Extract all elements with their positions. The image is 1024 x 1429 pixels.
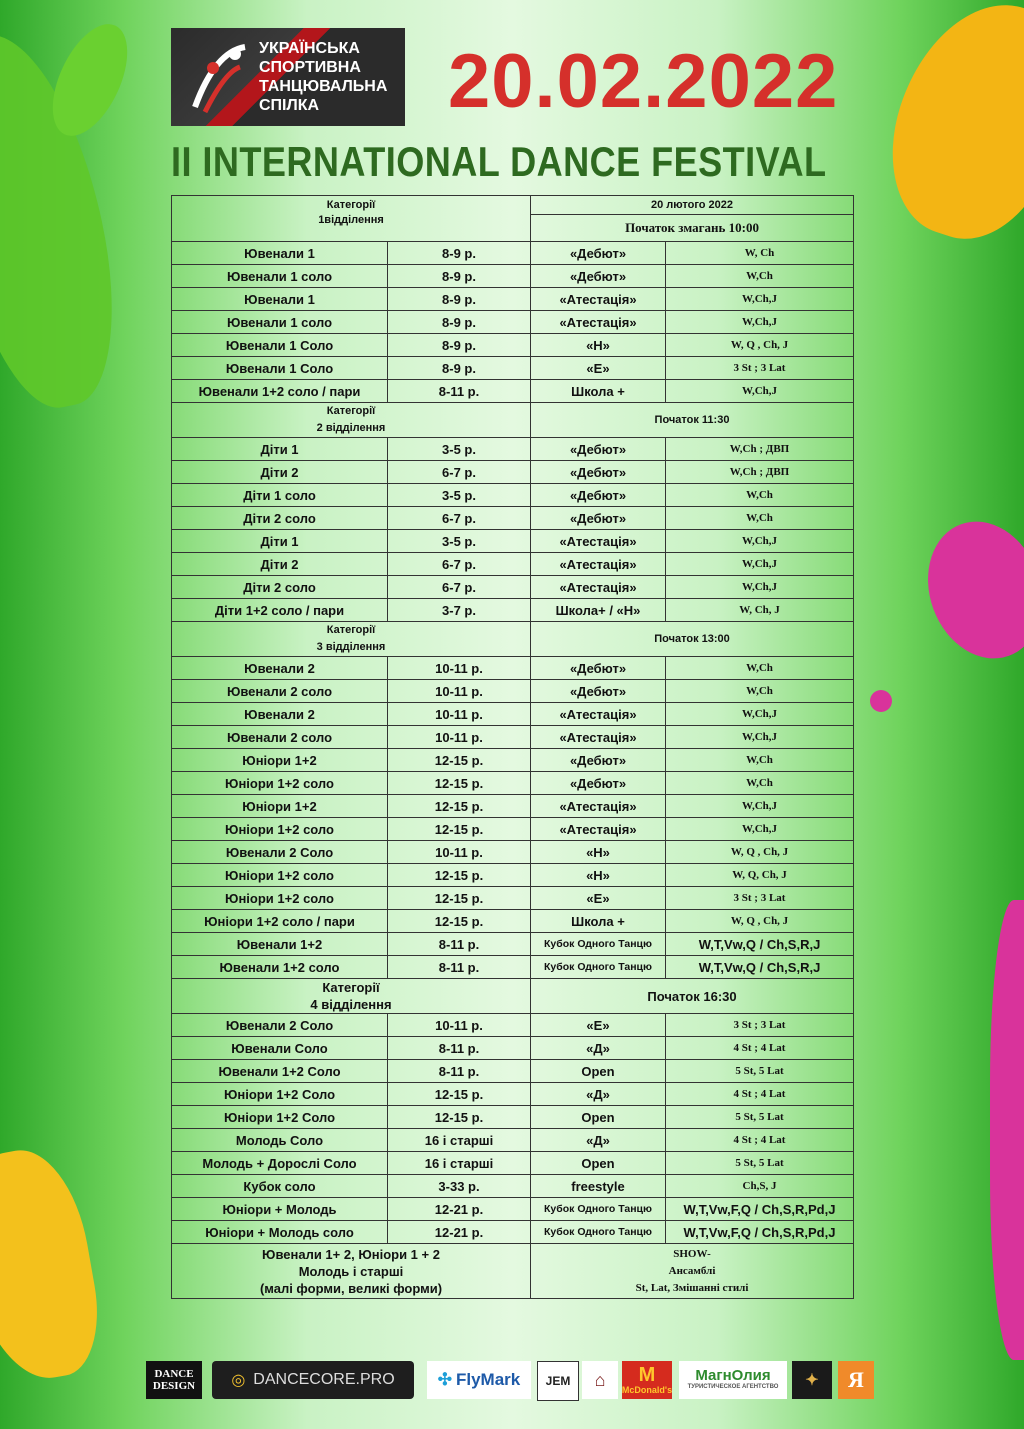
category-cell: Юніори 1+2 [172, 795, 388, 818]
age-cell: 6-7 р. [388, 461, 531, 484]
table-row [172, 841, 854, 864]
table-row [172, 749, 854, 772]
category-cell: Діти 2 соло [172, 507, 388, 530]
category-cell: Молодь Соло [172, 1129, 388, 1152]
section-header-row [172, 622, 854, 657]
age-cell: 8-9 р. [388, 242, 531, 265]
class-cell: «Дебют» [531, 242, 666, 265]
category-cell: Ювенали 1+2 соло / пари [172, 380, 388, 403]
section-categories-header [172, 622, 531, 657]
category-cell: Ювенали 2 Соло [172, 841, 388, 864]
table-row [172, 507, 854, 530]
class-cell: «Дебют» [531, 680, 666, 703]
table-row [172, 1175, 854, 1198]
class-cell: «Д» [531, 1037, 666, 1060]
dances-cell: W,Ch ; ДВП [666, 461, 854, 484]
table-row [172, 910, 854, 933]
start-time: Початок 11:30 [531, 403, 854, 438]
age-cell: 3-5 р. [388, 484, 531, 507]
show-category-line: (малі форми, великі форми) [259, 1280, 443, 1296]
building-logo: ⌂ [582, 1361, 618, 1399]
class-cell: «Дебют» [531, 749, 666, 772]
class-cell: «Е» [531, 357, 666, 380]
pink-paint-splash [909, 505, 1024, 674]
class-cell: Open [531, 1106, 666, 1129]
yellow-paint-splash [867, 0, 1024, 259]
category-cell: Молодь + Дорослі Соло [172, 1152, 388, 1175]
table-row [172, 242, 854, 265]
class-cell: «Н» [531, 841, 666, 864]
class-cell: «Н» [531, 864, 666, 887]
category-cell: Ювенали 1+2 Соло [172, 1060, 388, 1083]
dancecore-logo: ◎ DANCECORE.PRO [212, 1361, 414, 1399]
category-cell: Діти 1 [172, 438, 388, 461]
dances-cell: 5 St, 5 Lat [666, 1060, 854, 1083]
magnolia-logo: МагнОлия ТУРИСТИЧЕСКОЕ АГЕНТСТВО [679, 1361, 787, 1399]
letter-logo: Я [838, 1361, 874, 1399]
category-cell: Діти 2 [172, 553, 388, 576]
class-cell: Кубок Одного Танцю [531, 1198, 666, 1221]
class-cell: «Дебют» [531, 461, 666, 484]
dances-cell: W, Q , Ch, J [666, 841, 854, 864]
category-cell: Юніори 1+2 [172, 749, 388, 772]
class-cell: «Атестація» [531, 530, 666, 553]
category-cell: Ювенали 1 соло [172, 265, 388, 288]
dances-cell: W,Ch,J [666, 553, 854, 576]
class-cell: «Д» [531, 1129, 666, 1152]
show-category-line: Ювенали 1+ 2, Юніори 1 + 2 [262, 1246, 440, 1262]
table-row [172, 1198, 854, 1221]
class-cell: «Атестація» [531, 726, 666, 749]
class-cell: «Дебют» [531, 657, 666, 680]
dances-cell: W,Ch [666, 749, 854, 772]
date-label: 20 лютого 2022 [531, 196, 854, 215]
start-time: Початок змагань 10:00 [531, 215, 854, 242]
jem-logo: JEM [537, 1361, 579, 1401]
age-cell: 8-11 р. [388, 933, 531, 956]
category-cell: Діти 1 [172, 530, 388, 553]
dances-cell: W,T,Vw,F,Q / Ch,S,R,Pd,J [666, 1198, 854, 1221]
dances-cell: W,Ch [666, 507, 854, 530]
logo-text: УКРАЇНСЬКА СПОРТИВНА ТАНЦЮВАЛЬНА СПІЛКА [259, 40, 388, 114]
age-cell: 10-11 р. [388, 680, 531, 703]
table-row [172, 1152, 854, 1175]
table-row [172, 818, 854, 841]
table-row [172, 1014, 854, 1037]
table-row [172, 657, 854, 680]
dances-cell: 3 St ; 3 Lat [666, 357, 854, 380]
table-row [172, 530, 854, 553]
table-row [172, 553, 854, 576]
class-cell: Школа + [531, 910, 666, 933]
dances-cell: W,T,Vw,F,Q / Ch,S,R,Pd,J [666, 1221, 854, 1244]
dances-cell: W,Ch,J [666, 576, 854, 599]
class-cell: «Дебют» [531, 265, 666, 288]
dances-cell: W, Ch [666, 242, 854, 265]
flymark-logo: ✣ FlyMark [427, 1361, 531, 1399]
age-cell: 6-7 р. [388, 507, 531, 530]
table-row [172, 334, 854, 357]
section-header-row [172, 403, 854, 438]
sponsor-strip [0, 1361, 1024, 1401]
show-category-line: Молодь і старші [298, 1263, 404, 1279]
table-row [172, 864, 854, 887]
class-cell: «Атестація» [531, 703, 666, 726]
class-cell: «Е» [531, 1014, 666, 1037]
start-time: Початок 13:00 [531, 622, 854, 657]
table-row [172, 1129, 854, 1152]
yellow-paint-splash-bottom [0, 1141, 109, 1388]
class-cell: Open [531, 1060, 666, 1083]
category-cell: Юніори 1+2 соло [172, 864, 388, 887]
age-cell: 3-5 р. [388, 438, 531, 461]
cat-label: Категорії [326, 199, 376, 211]
table-row [172, 576, 854, 599]
age-cell: 12-15 р. [388, 795, 531, 818]
age-cell: 8-9 р. [388, 334, 531, 357]
category-cell: Ювенали 1 Соло [172, 357, 388, 380]
age-cell: 8-9 р. [388, 357, 531, 380]
age-cell: 12-15 р. [388, 772, 531, 795]
class-cell: «Н» [531, 334, 666, 357]
category-cell: Ювенали Соло [172, 1037, 388, 1060]
dances-cell: W,Ch,J [666, 726, 854, 749]
age-cell: 10-11 р. [388, 726, 531, 749]
class-cell: Open [531, 1152, 666, 1175]
dances-cell: 3 St ; 3 Lat [666, 1014, 854, 1037]
age-cell: 3-7 р. [388, 599, 531, 622]
cat-division: 1відділення [318, 214, 384, 226]
age-cell: 8-9 р. [388, 265, 531, 288]
dances-cell: Ch,S, J [666, 1175, 854, 1198]
class-cell: «Дебют» [531, 507, 666, 530]
table-row [172, 599, 854, 622]
dances-cell: W,Ch [666, 484, 854, 507]
festival-title: II INTERNATIONAL DANCE FESTIVAL [171, 138, 827, 185]
age-cell: 6-7 р. [388, 576, 531, 599]
age-cell: 8-9 р. [388, 288, 531, 311]
category-cell: Діти 1 соло [172, 484, 388, 507]
table-row [172, 703, 854, 726]
dances-cell: W,Ch [666, 265, 854, 288]
category-cell: Ювенали 1 соло [172, 311, 388, 334]
age-cell: 12-15 р. [388, 1083, 531, 1106]
mcdonalds-logo: M McDonald's [622, 1361, 672, 1399]
age-cell: 6-7 р. [388, 553, 531, 576]
cat-division: 4 відділення [310, 997, 392, 1012]
category-cell: Юніори 1+2 Соло [172, 1083, 388, 1106]
pink-paint-stream [990, 900, 1024, 1360]
table-row [172, 795, 854, 818]
dances-cell: W,Ch,J [666, 288, 854, 311]
dancer-logo: ✦ [792, 1361, 832, 1399]
table-row [172, 1221, 854, 1244]
class-cell: «Дебют» [531, 438, 666, 461]
section-categories-header [172, 979, 531, 1014]
class-cell: «Атестація» [531, 576, 666, 599]
age-cell: 12-21 р. [388, 1221, 531, 1244]
show-description-line: SHOW- [673, 1247, 711, 1260]
age-cell: 8-11 р. [388, 380, 531, 403]
table-row [172, 484, 854, 507]
section-categories-header [172, 403, 531, 438]
table-row [172, 956, 854, 979]
table-row [172, 288, 854, 311]
table-row [172, 1106, 854, 1129]
event-date: 20.02.2022 [448, 39, 839, 124]
dances-cell: 4 St ; 4 Lat [666, 1129, 854, 1152]
category-cell: Юніори 1+2 соло [172, 818, 388, 841]
class-cell: «Дебют» [531, 772, 666, 795]
category-cell: Юніори 1+2 соло [172, 772, 388, 795]
age-cell: 8-11 р. [388, 1037, 531, 1060]
age-cell: 12-15 р. [388, 887, 531, 910]
class-cell: Кубок Одного Танцю [531, 933, 666, 956]
dances-cell: W,T,Vw,Q / Ch,S,R,J [666, 956, 854, 979]
dances-cell: W,Ch [666, 772, 854, 795]
category-cell: Кубок соло [172, 1175, 388, 1198]
age-cell: 12-15 р. [388, 1106, 531, 1129]
dances-cell: W,Ch,J [666, 530, 854, 553]
dances-cell: W,Ch [666, 657, 854, 680]
cat-label: Категорії [326, 405, 376, 417]
category-cell: Юніори + Молодь соло [172, 1221, 388, 1244]
age-cell: 3-33 р. [388, 1175, 531, 1198]
table-row [172, 265, 854, 288]
class-cell: Кубок Одного Танцю [531, 1221, 666, 1244]
category-cell: Юніори 1+2 Соло [172, 1106, 388, 1129]
class-cell: «Е» [531, 887, 666, 910]
start-time: Початок 16:30 [531, 979, 854, 1014]
dance-design-logo: DANCE DESIGN [146, 1361, 202, 1399]
class-cell: «Атестація» [531, 288, 666, 311]
pink-paint-drop [870, 690, 892, 712]
age-cell: 8-9 р. [388, 311, 531, 334]
dances-cell: W,Ch,J [666, 703, 854, 726]
category-cell: Ювенали 1 [172, 288, 388, 311]
age-cell: 3-5 р. [388, 530, 531, 553]
show-description-line: St, Lat, Змішанні стилі [635, 1281, 749, 1294]
table-row [172, 887, 854, 910]
category-cell: Ювенали 1+2 соло [172, 956, 388, 979]
date-row [172, 196, 854, 215]
category-cell: Ювенали 1+2 [172, 933, 388, 956]
class-cell: «Атестація» [531, 795, 666, 818]
category-cell: Діти 2 соло [172, 576, 388, 599]
table-row [172, 357, 854, 380]
dances-cell: 4 St ; 4 Lat [666, 1083, 854, 1106]
age-cell: 12-15 р. [388, 818, 531, 841]
dances-cell: W,Ch,J [666, 380, 854, 403]
logo [171, 28, 405, 126]
table-row [172, 726, 854, 749]
age-cell: 10-11 р. [388, 657, 531, 680]
show-categories [172, 1244, 531, 1299]
show-description [531, 1244, 854, 1299]
age-cell: 16 і старші [388, 1152, 531, 1175]
age-cell: 8-11 р. [388, 1060, 531, 1083]
table-row [172, 1060, 854, 1083]
dances-cell: W,Ch,J [666, 795, 854, 818]
category-cell: Юніори 1+2 соло [172, 887, 388, 910]
table-row [172, 933, 854, 956]
class-cell: «Дебют» [531, 484, 666, 507]
age-cell: 12-15 р. [388, 749, 531, 772]
class-cell: Кубок Одного Танцю [531, 956, 666, 979]
class-cell: «Атестація» [531, 818, 666, 841]
table-row [172, 461, 854, 484]
age-cell: 12-15 р. [388, 910, 531, 933]
section-header-row [172, 979, 854, 1014]
dances-cell: 5 St, 5 Lat [666, 1106, 854, 1129]
dances-cell: W, Q, Ch, J [666, 864, 854, 887]
age-cell: 12-21 р. [388, 1198, 531, 1221]
category-cell: Ювенали 2 Соло [172, 1014, 388, 1037]
category-cell: Ювенали 2 [172, 703, 388, 726]
dances-cell: W, Q , Ch, J [666, 334, 854, 357]
final-row [172, 1244, 854, 1299]
cat-label: Категорії [326, 624, 376, 636]
dances-cell: W, Ch, J [666, 599, 854, 622]
table-row [172, 680, 854, 703]
dances-cell: 5 St, 5 Lat [666, 1152, 854, 1175]
dances-cell: W,Ch ; ДВП [666, 438, 854, 461]
schedule-table [171, 195, 854, 1299]
age-cell: 10-11 р. [388, 841, 531, 864]
age-cell: 16 і старші [388, 1129, 531, 1152]
dances-cell: W,T,Vw,Q / Ch,S,R,J [666, 933, 854, 956]
cat-label: Категорії [322, 980, 380, 995]
age-cell: 12-15 р. [388, 864, 531, 887]
section-categories-header [172, 196, 531, 242]
dances-cell: W,Ch,J [666, 311, 854, 334]
dances-cell: W,Ch [666, 680, 854, 703]
category-cell: Ювенали 2 соло [172, 680, 388, 703]
dancers-logo-icon [185, 32, 257, 122]
category-cell: Діти 1+2 соло / пари [172, 599, 388, 622]
category-cell: Юніори + Молодь [172, 1198, 388, 1221]
cat-division: 2 відділення [316, 422, 386, 434]
category-cell: Діти 2 [172, 461, 388, 484]
age-cell: 10-11 р. [388, 703, 531, 726]
class-cell: «Атестація» [531, 553, 666, 576]
table-row [172, 311, 854, 334]
category-cell: Ювенали 2 соло [172, 726, 388, 749]
table-row [172, 438, 854, 461]
class-cell: Школа+ / «Н» [531, 599, 666, 622]
show-description-line: Ансамблі [668, 1264, 716, 1277]
class-cell: «Д» [531, 1083, 666, 1106]
dances-cell: 4 St ; 4 Lat [666, 1037, 854, 1060]
category-cell: Ювенали 1 [172, 242, 388, 265]
category-cell: Ювенали 2 [172, 657, 388, 680]
class-cell: «Атестація» [531, 311, 666, 334]
category-cell: Ювенали 1 Соло [172, 334, 388, 357]
age-cell: 8-11 р. [388, 956, 531, 979]
table-row [172, 1083, 854, 1106]
table-row [172, 380, 854, 403]
age-cell: 10-11 р. [388, 1014, 531, 1037]
table-row [172, 1037, 854, 1060]
category-cell: Юніори 1+2 соло / пари [172, 910, 388, 933]
dances-cell: 3 St ; 3 Lat [666, 887, 854, 910]
dances-cell: W,Ch,J [666, 818, 854, 841]
cat-division: 3 відділення [316, 641, 386, 653]
table-row [172, 772, 854, 795]
class-cell: freestyle [531, 1175, 666, 1198]
class-cell: Школа + [531, 380, 666, 403]
dances-cell: W, Q , Ch, J [666, 910, 854, 933]
